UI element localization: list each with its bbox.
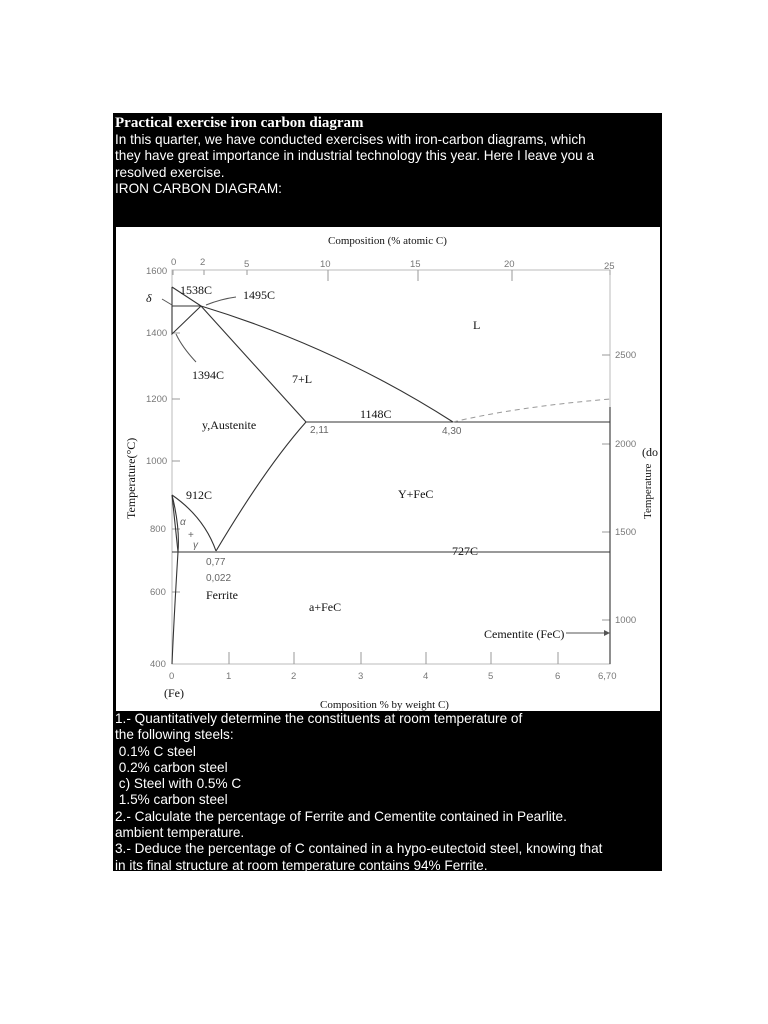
right-axis-cut-label: (do — [642, 445, 658, 459]
acm-line — [216, 422, 306, 551]
top-axis-ticks — [173, 270, 610, 281]
liquidus-line — [172, 287, 453, 422]
label-1538c: 1538C — [180, 283, 213, 297]
section-heading: IRON CARBON DIAGRAM: — [115, 180, 282, 196]
label-4-30: 4,30 — [442, 426, 462, 437]
intro-line: resolved exercise. — [115, 164, 225, 180]
label-912c: 912C — [186, 488, 213, 502]
question-line: 0.1% C steel — [115, 743, 196, 759]
intro-line: In this quarter, we have conducted exercises with iron-carbon diagrams, which — [115, 132, 586, 147]
label-cementite: Cementite (FeC) — [484, 627, 565, 641]
diagram-svg — [116, 227, 660, 711]
bottom-tick-label: 2 — [291, 671, 297, 682]
questions-section — [115, 711, 660, 874]
top-tick-label: 2 — [200, 257, 206, 268]
t1495-pointer — [206, 297, 236, 305]
question-line: in its final structure at room temperature contains 94% Ferrite. — [115, 857, 488, 873]
bottom-axis-title: Composition % by weight C) — [320, 699, 449, 711]
label-alpha-fec: a+FeC — [309, 600, 342, 614]
right-tick-label: 1000 — [615, 615, 637, 626]
right-tick-label: 1500 — [615, 527, 637, 538]
left-tick-label: 800 — [150, 524, 166, 535]
top-tick-label: 15 — [410, 259, 421, 270]
label-plus: + — [188, 530, 194, 541]
bottom-tick-label: 1 — [226, 671, 232, 682]
label-727c: 727C — [452, 544, 479, 558]
question-line: ambient temperature. — [115, 825, 245, 841]
left-axis-title: Temperature(°C) — [124, 437, 138, 519]
label-alpha: α — [180, 517, 186, 528]
bottom-tick-label: 4 — [423, 671, 429, 682]
label-austenite: y,Austenite — [202, 418, 257, 432]
label-1495c: 1495C — [243, 288, 276, 302]
bottom-tick-label: 6,70 — [598, 671, 617, 682]
top-tick-label: 25 — [604, 261, 615, 272]
question-line: 1.5% carbon steel — [115, 792, 228, 808]
intro-line: they have great importance in industrial technology this year. Here I leave you a — [115, 148, 595, 164]
left-tick-label: 1600 — [146, 266, 168, 277]
question-line: 1.- Quantitatively determine the constituents at room temperature of — [115, 711, 523, 726]
label-0-022: 0,022 — [206, 573, 232, 584]
phase-boundaries — [172, 287, 610, 664]
top-axis-title: Composition (% atomic C) — [328, 235, 447, 247]
left-tick-label: 1200 — [146, 394, 168, 405]
question-line: 0.2% carbon steel — [115, 759, 228, 775]
label-gamma: γ — [193, 540, 198, 551]
label-gamma-liquid: 7+L — [292, 372, 313, 386]
right-axis-ticks — [602, 355, 610, 620]
fe-label: (Fe) — [164, 686, 184, 700]
top-tick-label: 20 — [504, 259, 515, 270]
document-page — [113, 113, 662, 871]
label-1394c: 1394C — [192, 368, 225, 382]
left-tick-label: 1400 — [146, 328, 168, 339]
left-axis-ticks — [172, 333, 180, 592]
question-line: 2.- Calculate the percentage of Ferrite and Cementite contained in Pearlite. — [115, 808, 567, 824]
top-tick-label: 0 — [171, 257, 177, 268]
question-line: the following steels: — [115, 727, 234, 743]
label-2-11: 2,11 — [310, 425, 329, 436]
left-tick-label: 600 — [150, 587, 166, 598]
bottom-tick-label: 0 — [169, 671, 175, 682]
left-tick-label: 400 — [150, 659, 166, 670]
dashed-liquidus-line — [453, 399, 610, 422]
bottom-tick-label: 6 — [555, 671, 561, 682]
bottom-tick-label: 3 — [358, 671, 364, 682]
intro-section — [115, 115, 660, 197]
label-liquid: L — [473, 318, 481, 332]
cementite-arrow-head — [604, 630, 610, 636]
right-axis-title: Temperature — [642, 463, 654, 519]
label-gamma-fec: Y+FeC — [398, 487, 434, 501]
label-delta: δ — [146, 291, 152, 305]
question-line: 3.- Deduce the percentage of C contained in a hypo-eutectoid steel, knowing that — [115, 841, 603, 857]
left-tick-label: 1000 — [146, 456, 168, 467]
label-ferrite: Ferrite — [206, 588, 238, 602]
bottom-tick-label: 5 — [488, 671, 494, 682]
label-0-77: 0,77 — [206, 557, 226, 568]
delta-pointer — [162, 299, 172, 305]
plot-frame — [172, 270, 610, 664]
label-1148c: 1148C — [360, 407, 392, 421]
right-tick-label: 2500 — [615, 350, 637, 361]
top-tick-label: 5 — [244, 259, 250, 270]
t1394-pointer — [176, 334, 196, 362]
iron-carbon-diagram — [116, 227, 660, 711]
top-tick-label: 10 — [320, 259, 331, 270]
bottom-axis-ticks — [229, 652, 558, 664]
question-line: c) Steel with 0.5% C — [115, 776, 242, 792]
right-tick-label: 2000 — [615, 439, 637, 450]
document-title: Practical exercise iron carbon diagram — [115, 115, 364, 131]
